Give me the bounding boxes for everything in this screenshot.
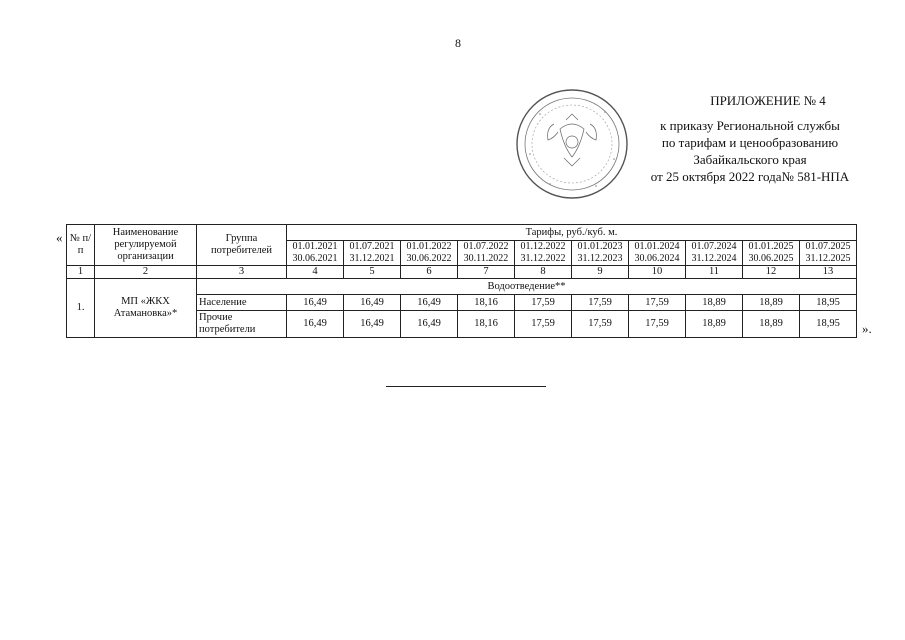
tariff-value: 18,89 [686,311,743,338]
tariff-value: 17,59 [572,311,629,338]
end-divider [386,386,546,387]
period-to: 30.06.2025 [748,253,794,264]
header-tariffs: Тарифы, руб./куб. м. [287,225,857,241]
consumer-group: Население [197,295,287,311]
appendix-header [600,92,900,185]
period-header [629,241,686,266]
closing-quote: ». [862,321,872,336]
tariff-value: 18,95 [800,295,857,311]
column-number: 4 [287,266,344,279]
period-to: 31.12.2021 [349,253,395,264]
period-from: 01.07.2021 [349,241,395,252]
period-from: 01.01.2023 [577,241,623,252]
consumer-group: Прочие потребители [197,311,287,338]
column-number: 8 [515,266,572,279]
period-header [800,241,857,266]
tariff-value: 17,59 [515,295,572,311]
tariff-value: 18,16 [458,311,515,338]
tariff-value: 17,59 [629,311,686,338]
opening-quote: « [56,230,63,245]
tariff-value: 17,59 [572,295,629,311]
page-number: 8 [455,36,461,50]
column-number: 9 [572,266,629,279]
row-number: 1. [67,279,95,338]
header-num: № п/п [67,225,95,266]
period-header [401,241,458,266]
tariff-value: 16,49 [401,311,458,338]
period-from: 01.07.2024 [691,241,737,252]
tariff-table [66,224,857,338]
column-number: 10 [629,266,686,279]
appendix-line: от 25 октября 2022 года№ 581-НПА [650,169,850,184]
period-to: 31.12.2023 [577,253,623,264]
period-to: 31.12.2024 [691,253,737,264]
period-from: 01.01.2025 [748,241,794,252]
tariff-value: 18,89 [686,295,743,311]
period-header [686,241,743,266]
tariff-value: 18,89 [743,295,800,311]
column-number: 6 [401,266,458,279]
period-header [287,241,344,266]
appendix-line: Забайкальского края [693,152,807,167]
tariff-value: 17,59 [515,311,572,338]
period-header [344,241,401,266]
column-number: 5 [344,266,401,279]
period-to: 30.06.2024 [634,253,680,264]
tariff-value: 18,95 [800,311,857,338]
tariff-value: 16,49 [287,295,344,311]
column-numbers-row [67,266,857,279]
period-from: 01.01.2021 [292,241,338,252]
org-name: МП «ЖКХ Атамановка»* [95,279,197,338]
period-header [572,241,629,266]
appendix-line: к приказу Региональной службы [660,118,840,133]
column-number: 11 [686,266,743,279]
period-from: 01.07.2022 [463,241,509,252]
period-header [743,241,800,266]
period-from: 01.12.2022 [520,241,566,252]
column-number: 1 [67,266,95,279]
section-title: Водоотведение** [197,279,857,295]
appendix-title: ПРИЛОЖЕНИЕ № 4 [710,93,826,108]
column-number: 12 [743,266,800,279]
appendix-line: по тарифам и ценообразованию [661,135,839,150]
header-group: Группа потребителей [197,225,287,266]
period-to: 31.12.2022 [520,253,566,264]
tariff-value: 16,49 [344,311,401,338]
period-header [458,241,515,266]
period-to: 30.06.2021 [292,253,338,264]
tariff-value: 18,89 [743,311,800,338]
tariff-value: 16,49 [287,311,344,338]
period-header [515,241,572,266]
header-org: Наименование регулируемой организации [95,225,197,266]
column-number: 7 [458,266,515,279]
column-number: 3 [197,266,287,279]
period-from: 01.01.2024 [634,241,680,252]
period-from: 01.07.2025 [805,241,851,252]
tariff-value: 18,16 [458,295,515,311]
tariff-value: 16,49 [344,295,401,311]
period-from: 01.01.2022 [406,241,452,252]
tariff-value: 16,49 [401,295,458,311]
period-to: 31.12.2025 [805,253,851,264]
period-to: 30.11.2022 [463,253,509,264]
period-to: 30.06.2022 [406,253,452,264]
column-number: 13 [800,266,857,279]
column-number: 2 [95,266,197,279]
tariff-value: 17,59 [629,295,686,311]
